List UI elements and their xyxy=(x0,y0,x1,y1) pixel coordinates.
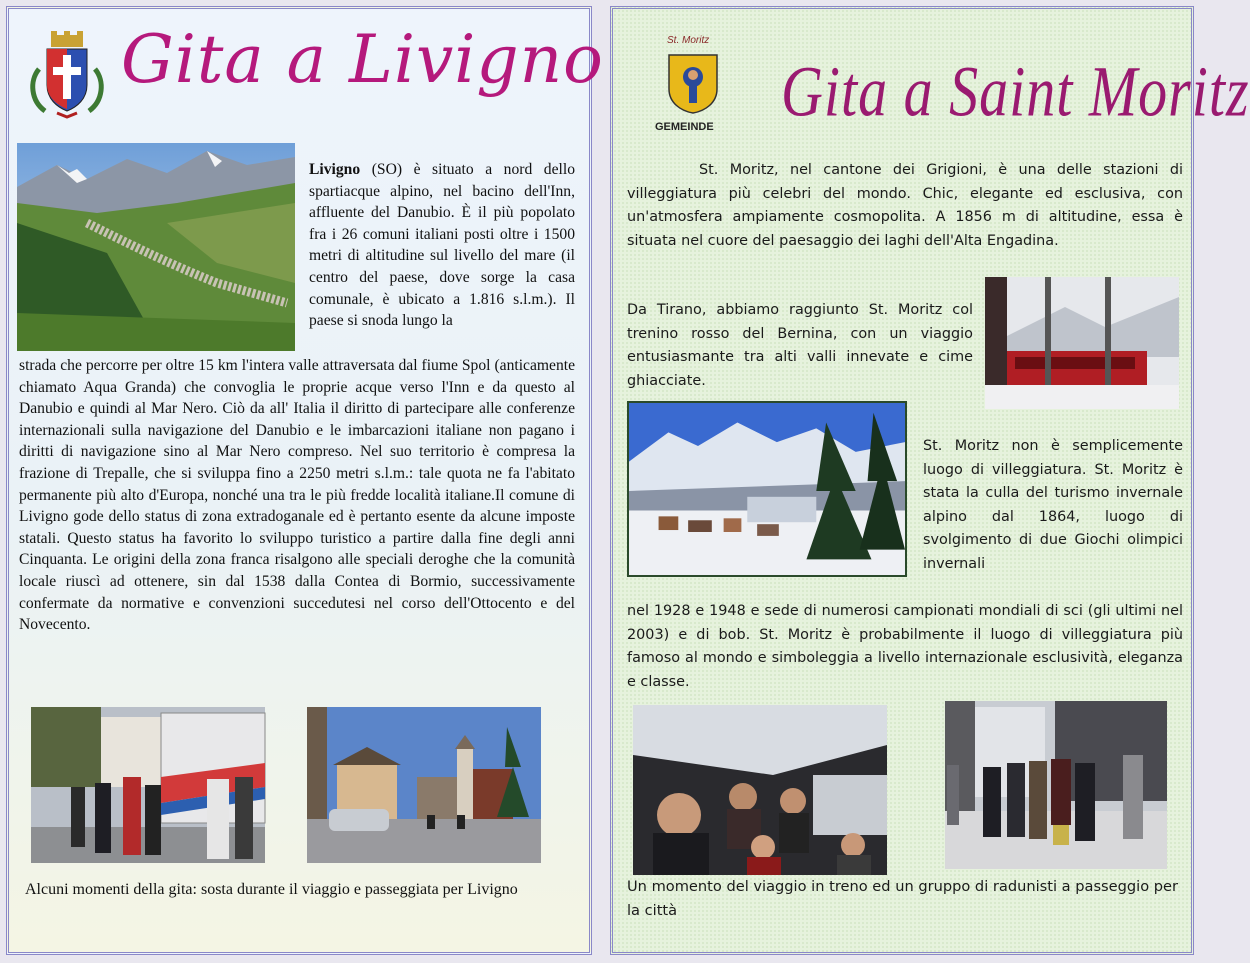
page-livigno xyxy=(6,6,604,955)
body-text: strada che percorre per oltre 15 km l'intera valle attraversata dal fiume Spol (anticamente chiamato Aqua Granda) che convoglia le proprie acque verso l'Inn e da questo al Danubio e quindi al Mar Nero. Ciò da all' Italia il diritto di partecipare alle conferenze internazionali sulla navigazione del Danubio e le imbarcazioni italiane non pagano i diritti di navigazione sino al Mar Nero compreso. Nel suo territorio è compresa la frazione di Trepalle, che si sviluppa fino a 2250 metri s.l.m.: tale quota ne fa l'abitato permanente più alto d'Europa, nonché una tra le più fredde località italiane.Il comune di Livigno gode dello status di zona extradoganale ed è pertanto esente da alcune imposte statali. Questo status ha favorito lo sviluppo turistico a partire dalla fine degli anni Cinquanta. Le origini della zona franca risalgono alle speciali deroghe che la comunità locale riuscì ad ottenere, sin dal 1538 dalla Contea di Bormio, successivamente confermate da normative e convenzioni succedutesi nel corso dell'Ottocento e del Novecento. xyxy=(19,357,575,634)
livigno-street-photo xyxy=(307,707,541,863)
intro-text: (SO) è situato a nord dello spartiacque alpino, nel bacino dell'Inn, affluente del Danubio. È il più popolato fra i 26 comuni italiani posti oltre i 1500 metri di altitudine sul livello del mare (il centro del paese, dove sorge la casa comunale, è ubicato a 1.816 s.l.m.). Il paese si snoda lungo la xyxy=(309,161,575,330)
intro-place-name: Livigno xyxy=(309,161,361,178)
intro-paragraph xyxy=(309,159,575,332)
livigno-valley-photo xyxy=(17,143,295,351)
train-text: Da Tirano, abbiamo raggiunto St. Moritz col trenino rosso del Bernina, con un viaggio entusiasmante tra alti valli innevate e cime ghiacciate. xyxy=(627,302,973,389)
photo-caption: Un momento del viaggio in treno ed un gruppo di radunisti a passeggio per la città xyxy=(627,878,1179,919)
photo-caption: Alcuni momenti della gita: sosta durante il viaggio e passeggiata per Livigno xyxy=(25,881,518,898)
crest-label: GEMEINDE xyxy=(655,121,714,133)
train-interior-photo xyxy=(633,705,887,875)
crest-signature: St. Moritz xyxy=(667,35,710,46)
history-text-a: St. Moritz non è semplicemente luogo di villeggiatura. St. Moritz è stata la culla del turismo invernale alpino dal 1864, luogo di svolgimento di due Giochi olimpici invernali xyxy=(923,438,1183,572)
page-title: Gita a Livigno xyxy=(121,21,604,98)
intro-text: St. Moritz, nel cantone dei Grigioni, è una delle stazioni di villeggiatura più celebri del mondo. Chic, elegante ed esclusiva, con un'atmosfera ampiamente cosmopolita. A 1856 m di altitudine, essa è situata nel cuore del paesaggio dei laghi dell'Alta Engadina. xyxy=(627,162,1183,249)
train-paragraph xyxy=(627,299,973,393)
history-paragraph-a xyxy=(923,435,1183,577)
page-title: Gita a Saint Moritz xyxy=(781,50,1250,132)
page-saint-moritz xyxy=(610,6,1250,955)
bernina-train-photo xyxy=(985,277,1179,409)
intro-paragraph xyxy=(627,159,1183,253)
st-moritz-winter-photo xyxy=(627,401,907,577)
livigno-coat-of-arms xyxy=(27,29,107,121)
history-paragraph-b xyxy=(627,600,1183,694)
st-moritz-coat-of-arms xyxy=(667,53,719,115)
group-walking-photo xyxy=(945,701,1167,869)
body-paragraph xyxy=(19,355,575,636)
bus-stop-photo xyxy=(31,707,265,863)
history-text-b: nel 1928 e 1948 e sede di numerosi campionati mondiali di sci (gli ultimi nel 2003) e di bob. St. Moritz è probabilmente il luogo di villeggiatura più famoso al mondo e simboleggia a livello internazionale esclusività, eleganza e classe. xyxy=(627,603,1183,690)
